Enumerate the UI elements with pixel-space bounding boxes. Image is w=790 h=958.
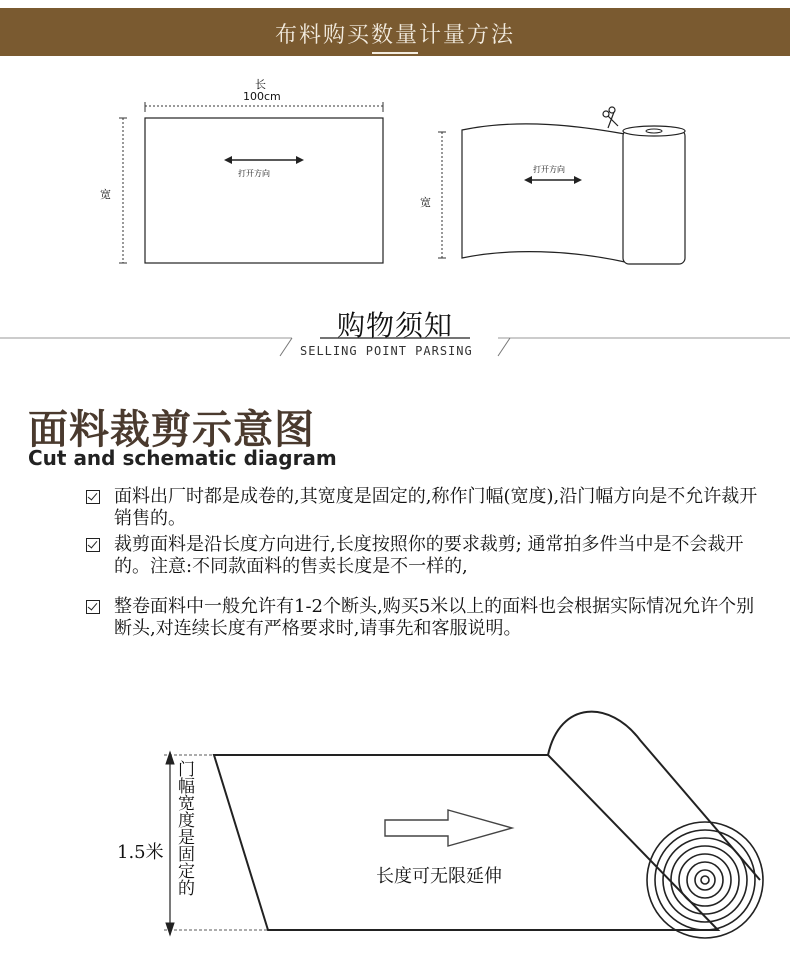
note-item — [86, 596, 766, 640]
length-value: 100cm — [243, 90, 281, 103]
roll-fabric-diagram — [438, 107, 685, 264]
checkbox-icon — [86, 600, 100, 614]
big-roll-diagram — [164, 712, 763, 938]
flat-direction-label: 打开方向 — [238, 169, 270, 178]
note-item — [86, 534, 766, 578]
roll-direction-label: 打开方向 — [533, 165, 565, 174]
scissors-icon — [603, 107, 618, 128]
big-roll-sheet — [214, 755, 718, 930]
roll-cylinder — [623, 130, 685, 264]
note-text: 整卷面料中一般允许有1-2个断头,购买5米以上的面料也会根据实际情况允许个别断头,对连续长度有严格要求时,请事先和客服说明。 — [114, 596, 755, 639]
note-text: 裁剪面料是沿长度方向进行,长度按照你的要求裁剪; 通常拍多件当中是不会裁开的。注意:不同款面料的售卖长度是不一样的, — [114, 534, 744, 577]
length-label: 长 — [255, 78, 266, 91]
note-item — [86, 486, 766, 530]
notes-list — [86, 486, 766, 644]
roll-unrolled-sheet — [462, 124, 625, 262]
flat-fabric-diagram — [119, 102, 383, 263]
cut-title: 面料裁剪示意图 — [28, 407, 315, 453]
flat-width-label: 宽 — [100, 188, 111, 201]
section-title: 购物须知 — [336, 309, 453, 342]
section-subtitle: SELLING POINT PARSING — [300, 344, 473, 358]
checkbox-icon — [86, 538, 100, 552]
note-text: 面料出厂时都是成卷的,其宽度是固定的,称作门幅(宽度),沿门幅方向是不允许裁开销售的。 — [114, 486, 758, 529]
roll-width-label: 宽 — [420, 196, 431, 209]
checkbox-icon — [86, 490, 100, 504]
vertical-width-label: 门幅宽度是固定的 — [174, 760, 194, 896]
cut-subtitle: Cut and schematic diagram — [28, 446, 337, 470]
flat-fabric-rect — [145, 118, 383, 263]
length-infinite-label: 长度可无限延伸 — [376, 866, 502, 887]
width-value-label: 1.5米 — [117, 842, 164, 863]
banner-title: 布料购买数量计量方法 — [274, 23, 515, 48]
